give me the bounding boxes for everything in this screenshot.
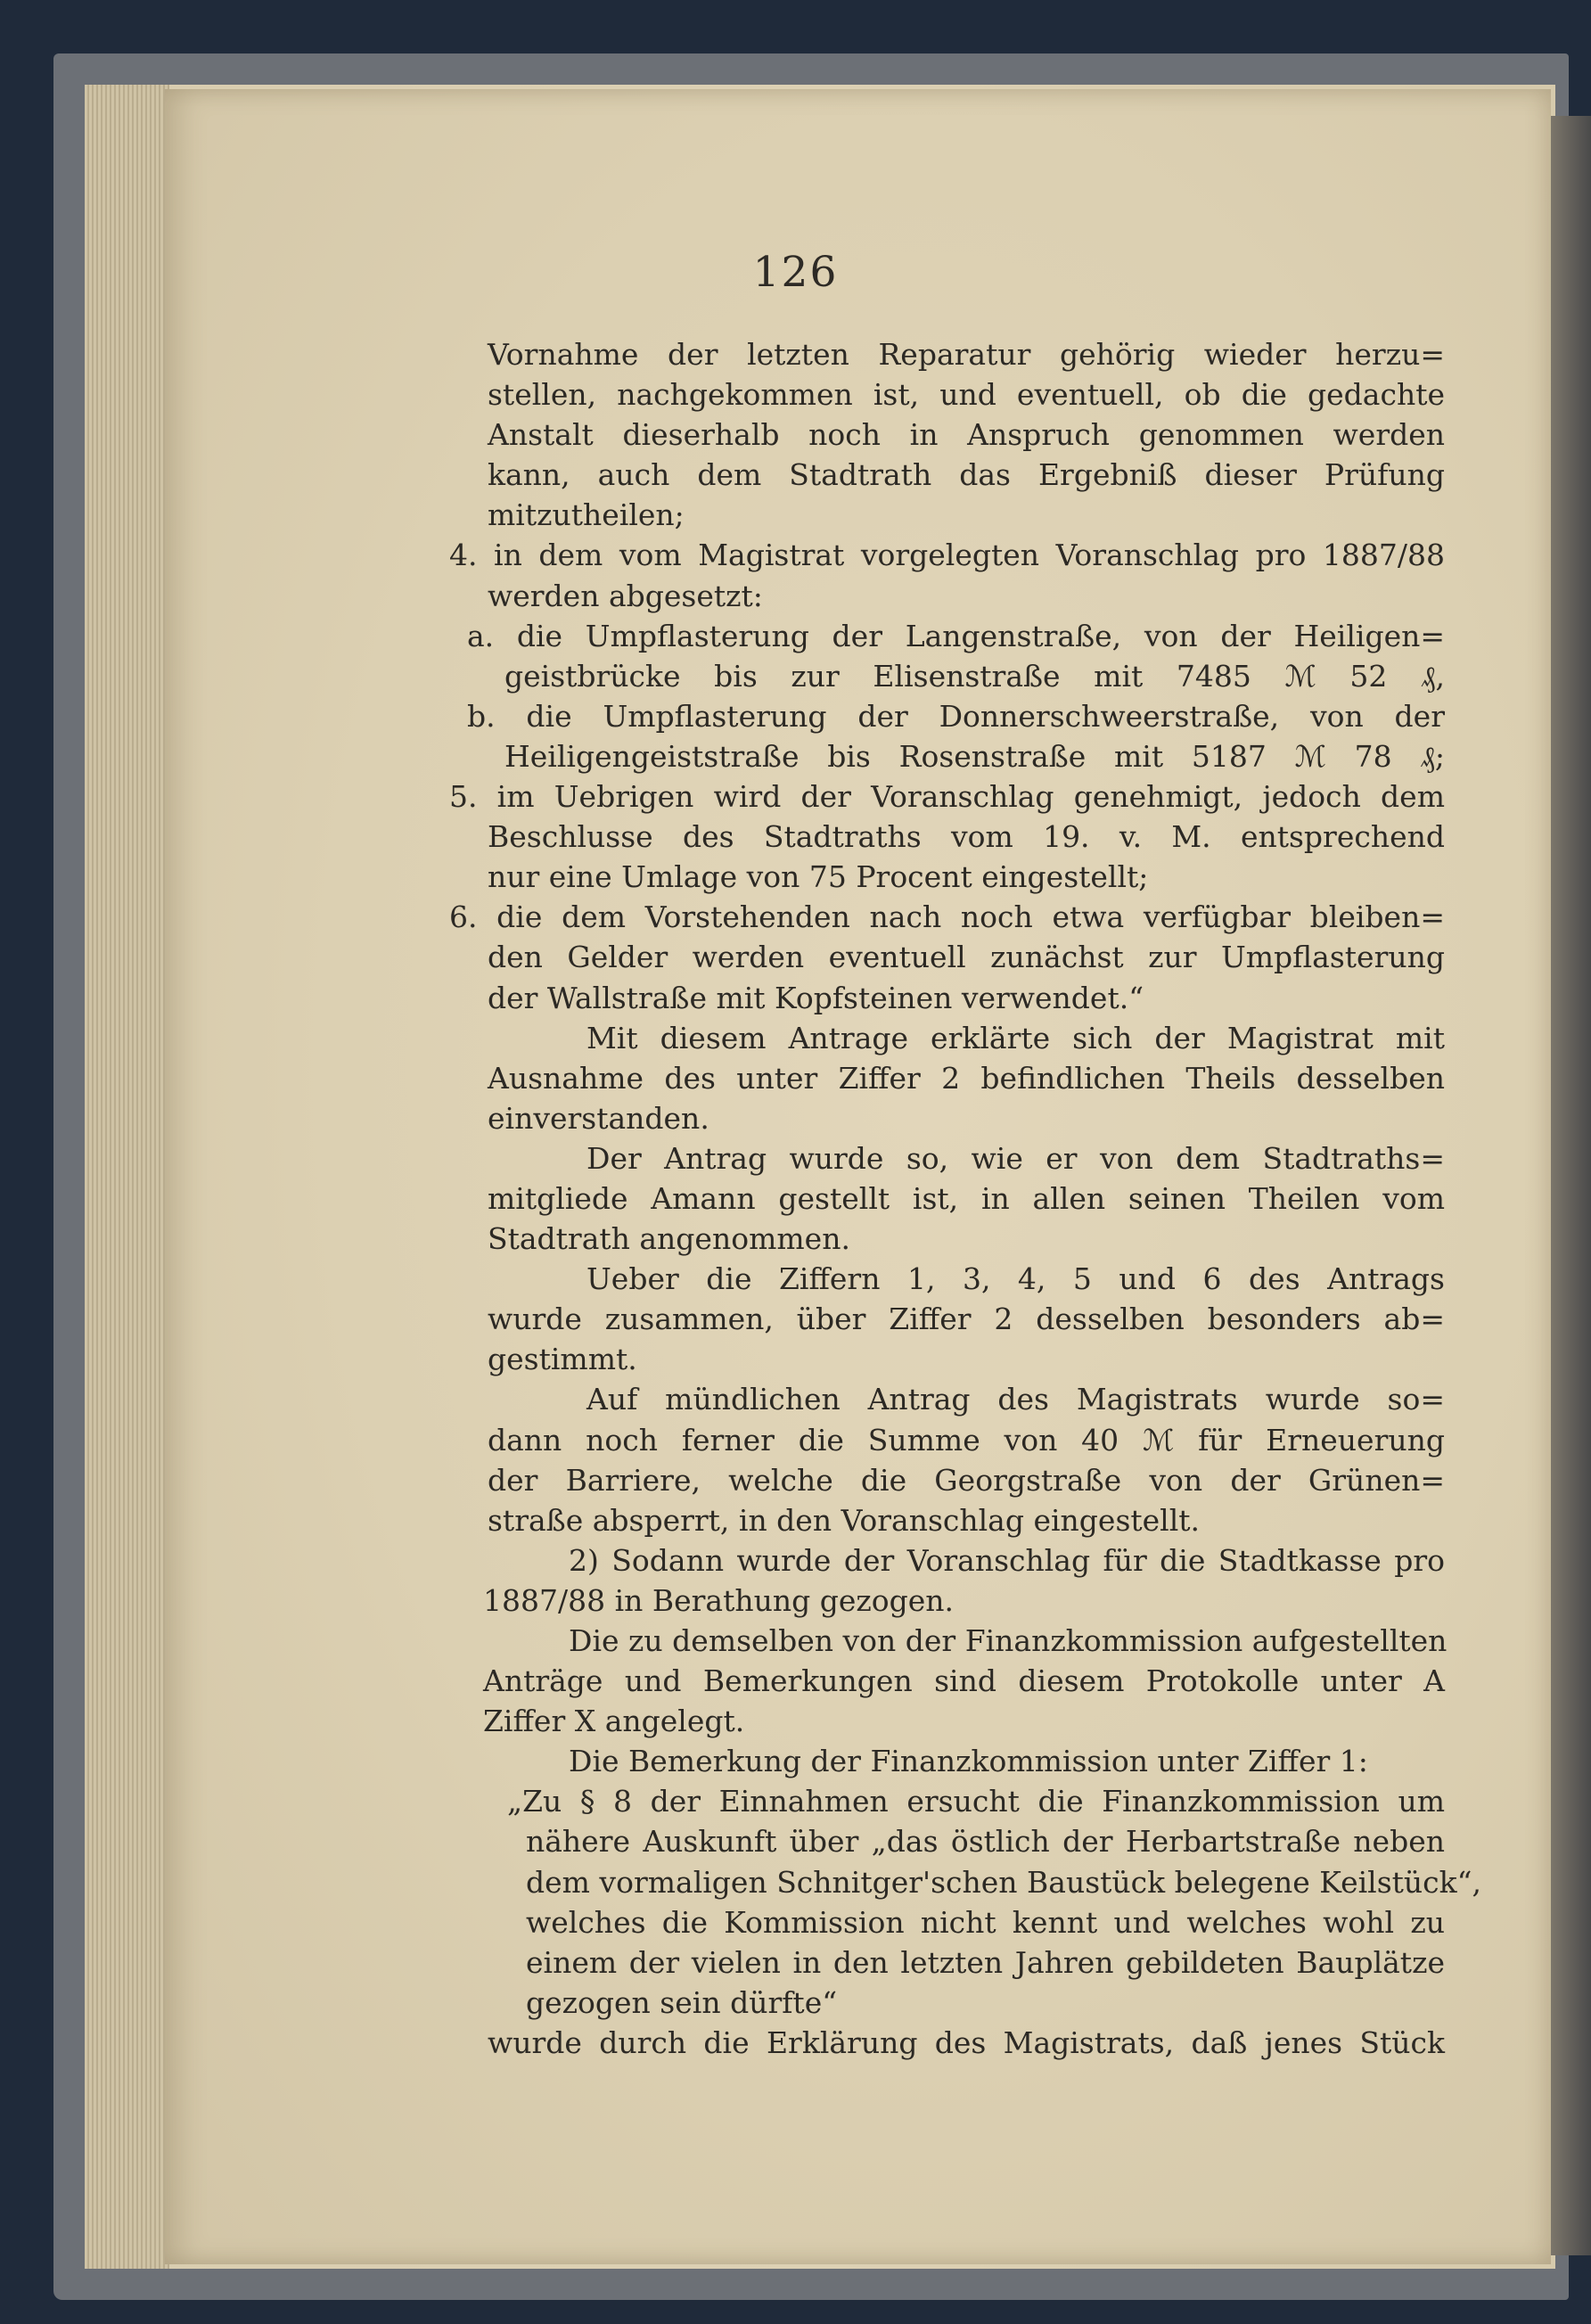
text-line: 1887/88 in Berathung gezogen. — [483, 1582, 955, 1618]
text-line: den Gelder werden eventuell zunächst zur Umpflasterung — [488, 940, 1445, 975]
text-line: mitzutheilen; — [488, 497, 685, 533]
text-line: Auf mündlichen Antrag des Magistrats wurde so= — [586, 1382, 1445, 1417]
text-line: Die zu demselben von der Finanzkommission aufgestellten — [569, 1623, 1447, 1658]
text-line: gezogen sein dürfte“ — [526, 1984, 838, 2020]
text-line: welches die Kommission nicht kennt und welches wohl zu — [526, 1904, 1445, 1940]
text-line: nähere Auskunft über „das östlich der Herbartstraße neben — [526, 1824, 1445, 1860]
text-line: mitgliede Amann gestellt ist, in allen seinen Theilen vom — [488, 1180, 1445, 1216]
text-line: der Barriere, welche die Georgstraße von der Grünen= — [488, 1462, 1445, 1498]
text-line: 2) Sodann wurde der Voranschlag für die Stadtkasse pro — [569, 1542, 1445, 1578]
text-line: einverstanden. — [488, 1100, 709, 1136]
text-line: Ueber die Ziffern 1, 3, 4, 5 und 6 des Antrags — [586, 1261, 1445, 1297]
text-line: dann noch ferner die Summe von 40 ℳ für Erneuerung — [488, 1422, 1445, 1458]
text-line: Anstalt dieserhalb noch in Anspruch genommen werden — [488, 417, 1445, 453]
text-line: Anträge und Bemerkungen sind diesem Protokolle unter A — [483, 1663, 1445, 1699]
text-line: wurde durch die Erklärung des Magistrats, daß jenes Stück — [488, 2024, 1445, 2060]
text-line: 6. die dem Vorstehenden nach noch etwa verfügbar bleiben= — [449, 899, 1445, 935]
text-line: der Wallstraße mit Kopfsteinen verwendet.“ — [488, 980, 1144, 1015]
text-line: werden abgesetzt: — [488, 578, 763, 613]
page-number: 126 — [752, 248, 839, 297]
page-text — [449, 334, 1482, 2063]
text-line: stellen, nachgekommen ist, und eventuell, ob die gedachte — [488, 377, 1445, 413]
text-line: Heiligengeiststraße bis Rosenstraße mit 5187 ℳ 78 ₰; — [504, 738, 1445, 774]
text-line: Der Antrag wurde so, wie er von dem Stadtraths= — [586, 1140, 1445, 1176]
text-line: gestimmt. — [488, 1342, 637, 1377]
text-line: dem vormaligen Schnitger'schen Baustück belegene Keilstück“, — [526, 1864, 1482, 1900]
text-line: einem der vielen in den letzten Jahren gebildeten Bauplätze — [526, 1944, 1445, 1980]
text-line: a. die Umpflasterung der Langenstraße, von der Heiligen= — [467, 618, 1445, 653]
text-line: kann, auch dem Stadtrath das Ergebniß dieser Prüfung — [488, 457, 1445, 493]
text-line: Vornahme der letzten Reparatur gehörig wieder herzu= — [488, 337, 1445, 372]
text-line: Ausnahme des unter Ziffer 2 befindlichen Theils desselben — [488, 1060, 1445, 1096]
text-line: Ziffer X angelegt. — [483, 1704, 745, 1739]
text-line: 4. in dem vom Magistrat vorgelegten Voranschlag pro 1887/88 — [449, 538, 1445, 573]
text-line: wurde zusammen, über Ziffer 2 desselben besonders ab= — [488, 1302, 1445, 1337]
text-line: 5. im Uebrigen wird der Voranschlag genehmigt, jedoch dem — [449, 779, 1445, 815]
text-line: Die Bemerkung der Finanzkommission unter Ziffer 1: — [569, 1744, 1368, 1779]
text-line: Mit diesem Antrage erklärte sich der Magistrat mit — [586, 1020, 1445, 1055]
text-line: Beschlusse des Stadtraths vom 19. v. M. entsprechend — [488, 819, 1445, 855]
next-page-edge — [1551, 116, 1591, 2255]
text-line: Stadtrath angenommen. — [488, 1221, 850, 1257]
text-line: nur eine Umlage von 75 Procent eingestellt; — [488, 859, 1149, 895]
page-edges — [85, 85, 169, 2269]
text-line: straße absperrt, in den Voranschlag eingestellt. — [488, 1502, 1201, 1538]
text-line: geistbrücke bis zur Elisenstraße mit 7485 ℳ 52 ₰, — [504, 658, 1445, 694]
text-line: „Zu § 8 der Einnahmen ersucht die Finanzkommission um — [507, 1784, 1445, 1819]
text-line: b. die Umpflasterung der Donnerschweerstraße, von der — [467, 698, 1445, 734]
